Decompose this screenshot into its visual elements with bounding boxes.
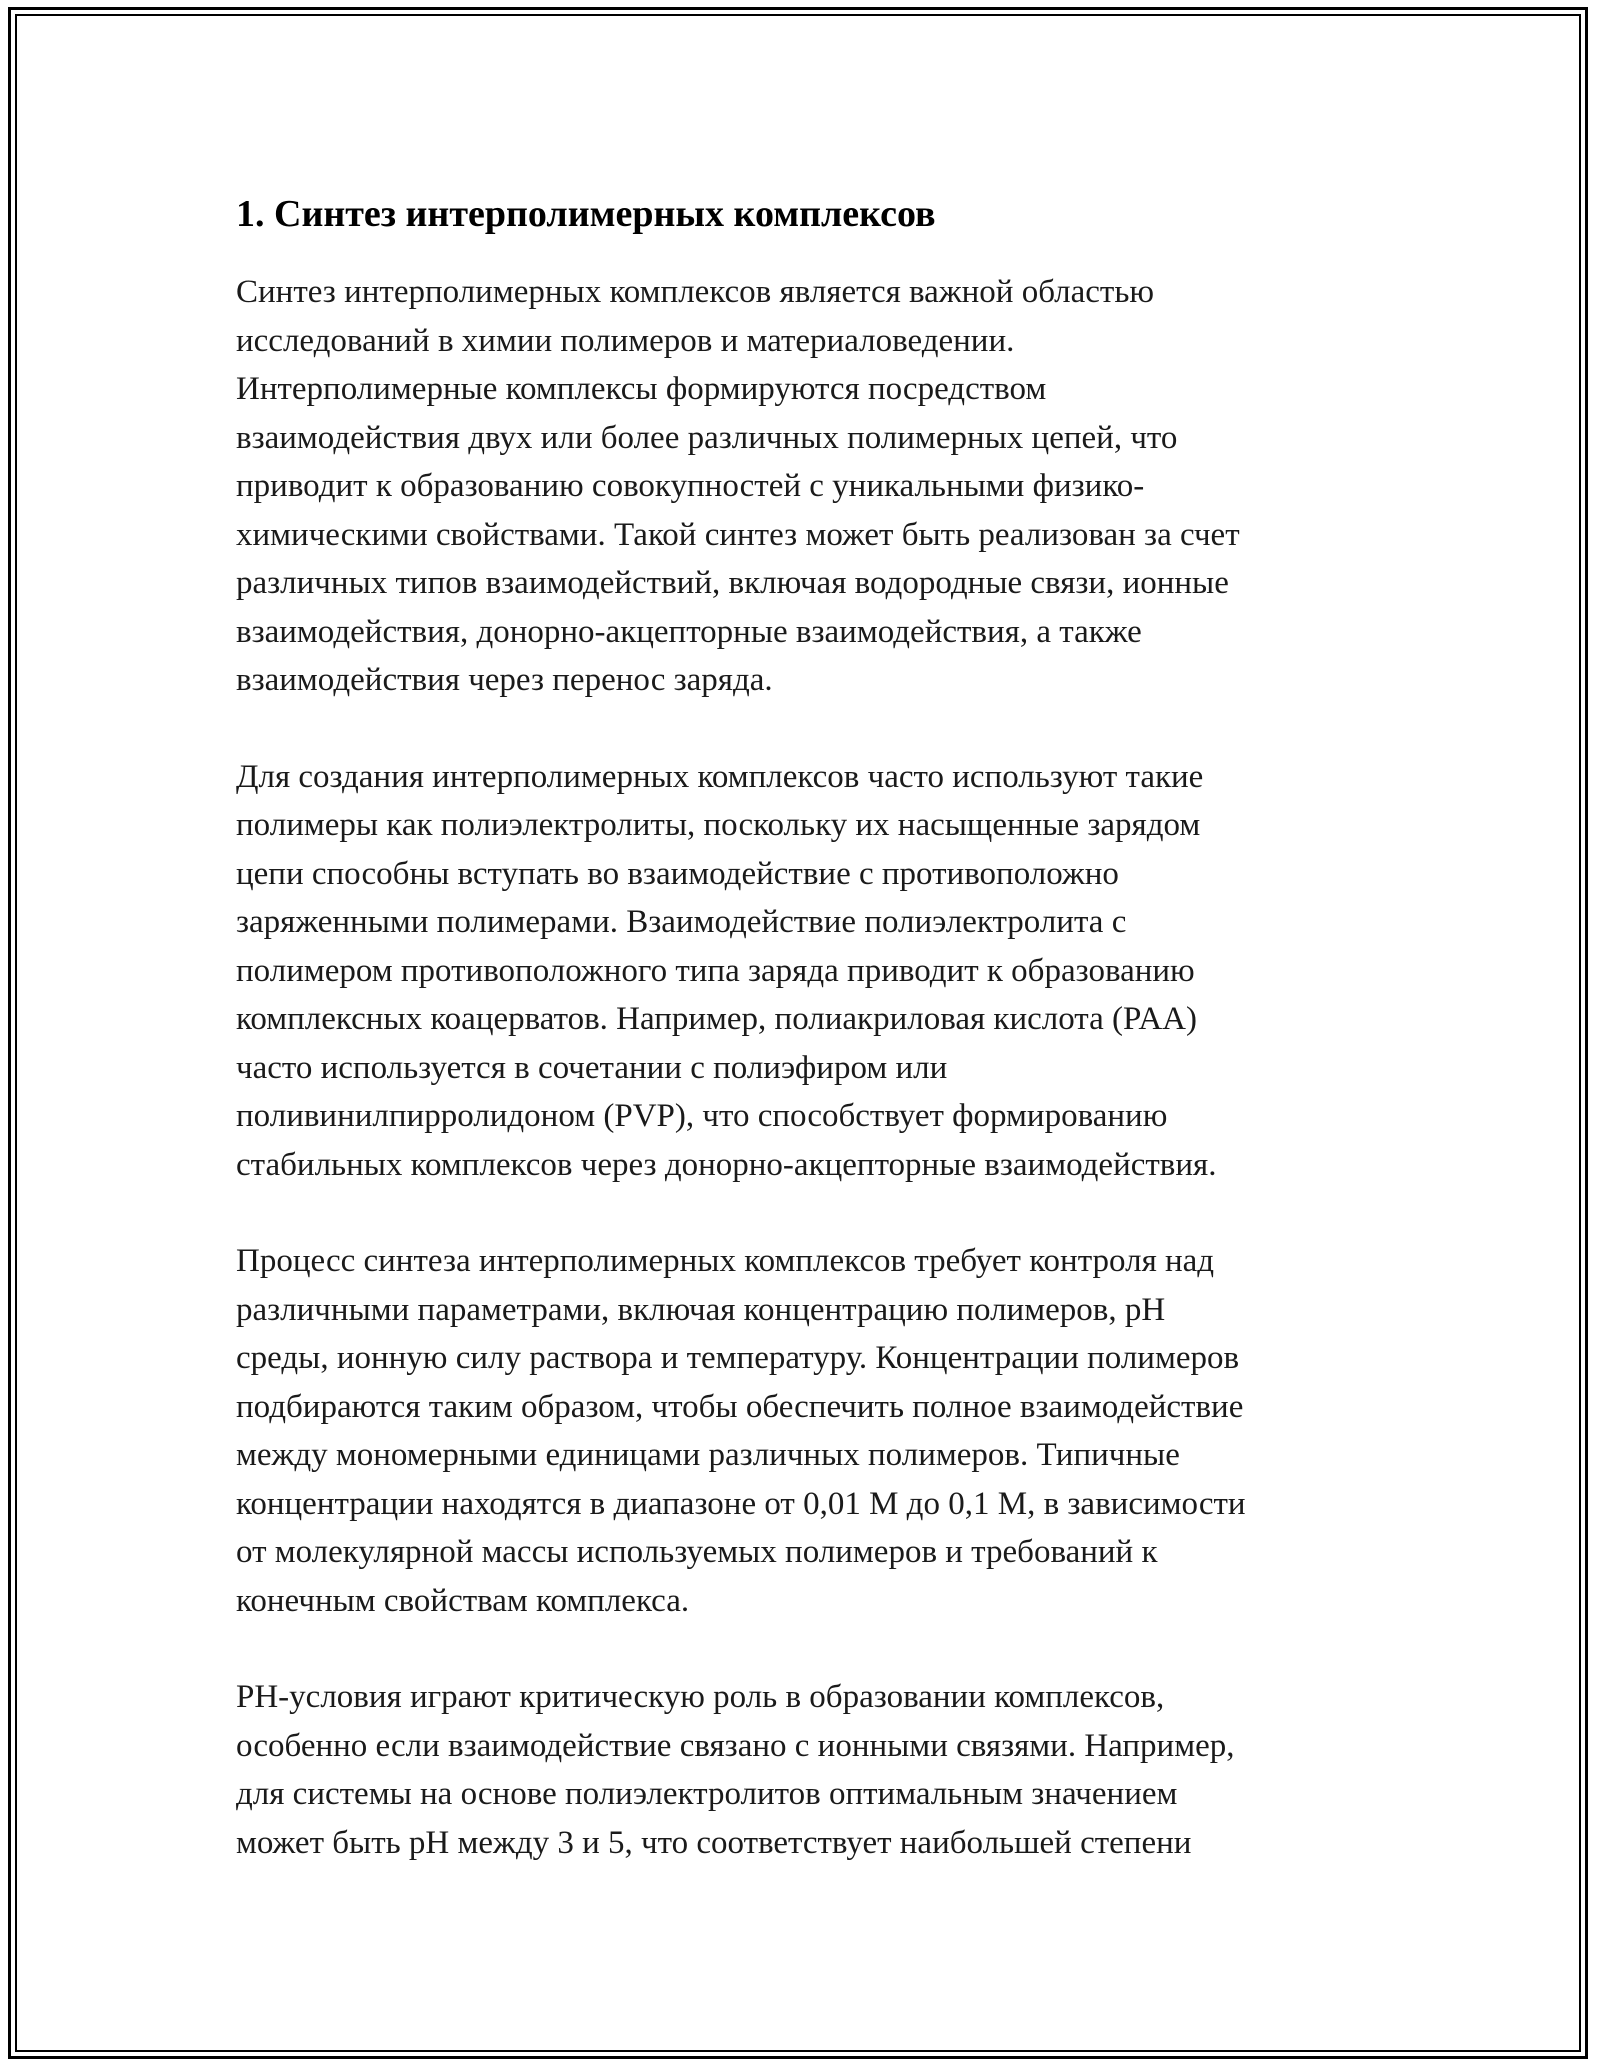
text-line: среды, ионную силу раствора и температуру. Концентрации полимеров <box>236 1340 1240 1376</box>
text-line: Синтез интерполимерных комплексов является важной областью <box>236 274 1155 310</box>
text-line: полимеры как полиэлектролиты, поскольку их насыщенные зарядом <box>236 807 1201 843</box>
text-line: химическими свойствами. Такой синтез может быть реализован за счет <box>236 516 1240 553</box>
text-line: Для создания интерполимерных комплексов часто используют такие <box>236 758 1204 795</box>
text-line: заряженными полимерами. Взаимодействие полиэлектролита с <box>236 904 1127 940</box>
text-line: различными параметрами, включая концентрацию полимеров, pH <box>236 1291 1166 1328</box>
text-line: может быть pH между 3 и 5, что соответствует наибольшей степени <box>236 1824 1192 1861</box>
text-line: между мономерными единицами различных полимеров. Типичные <box>236 1437 1180 1473</box>
section-heading: 1. Синтез интерполимерных комплексов <box>236 193 936 235</box>
text-line: конечным свойствам комплекса. <box>236 1582 690 1619</box>
text-line: часто используется в сочетании с полиэфиром или <box>236 1049 948 1086</box>
text-line: поливинилпирролидоном (PVP), что способствует формированию <box>236 1098 1168 1134</box>
text-line: подбираются таким образом, чтобы обеспечить полное взаимодействие <box>236 1388 1244 1425</box>
text-line: взаимодействия через перенос заряда. <box>236 662 773 698</box>
document-body <box>236 186 1386 1915</box>
paragraph-3 <box>236 1237 1386 1625</box>
text-line: от молекулярной массы используемых полимеров и требований к <box>236 1534 1158 1570</box>
paragraph-1 <box>236 268 1386 705</box>
text-line: Интерполимерные комплексы формируются посредством <box>236 371 1047 407</box>
text-line: различных типов взаимодействий, включая водородные связи, ионные <box>236 565 1229 601</box>
text-line: особенно если взаимодействие связано с ионными связями. Например, <box>236 1727 1235 1764</box>
text-line: полимером противоположного типа заряда приводит к образованию <box>236 952 1195 989</box>
paragraph-2 <box>236 753 1386 1190</box>
text-line: Процесс синтеза интерполимерных комплексов требует контроля над <box>236 1243 1215 1279</box>
text-line: взаимодействия, донорно-акцепторные взаимодействия, а также <box>236 613 1142 650</box>
text-line: PH-условия играют критическую роль в образовании комплексов, <box>236 1679 1165 1715</box>
text-line: концентрации находятся в диапазоне от 0,01 М до 0,1 М, в зависимости <box>236 1485 1246 1522</box>
paragraph-4 <box>236 1673 1386 1867</box>
text-line: приводит к образованию совокупностей с уникальными физико- <box>236 468 1145 504</box>
text-line: для системы на основе полиэлектролитов оптимальным значением <box>236 1776 1178 1812</box>
text-line: взаимодействия двух или более различных полимерных цепей, что <box>236 419 1178 456</box>
text-line: исследований в химии полимеров и материаловедении. <box>236 322 1015 359</box>
text-line: стабильных комплексов через донорно-акцепторные взаимодействия. <box>236 1146 1217 1183</box>
text-line: цепи способны вступать во взаимодействие с противоположно <box>236 855 1119 892</box>
text-line: комплексных коацерватов. Например, полиакриловая кислота (PAA) <box>236 1001 1197 1037</box>
